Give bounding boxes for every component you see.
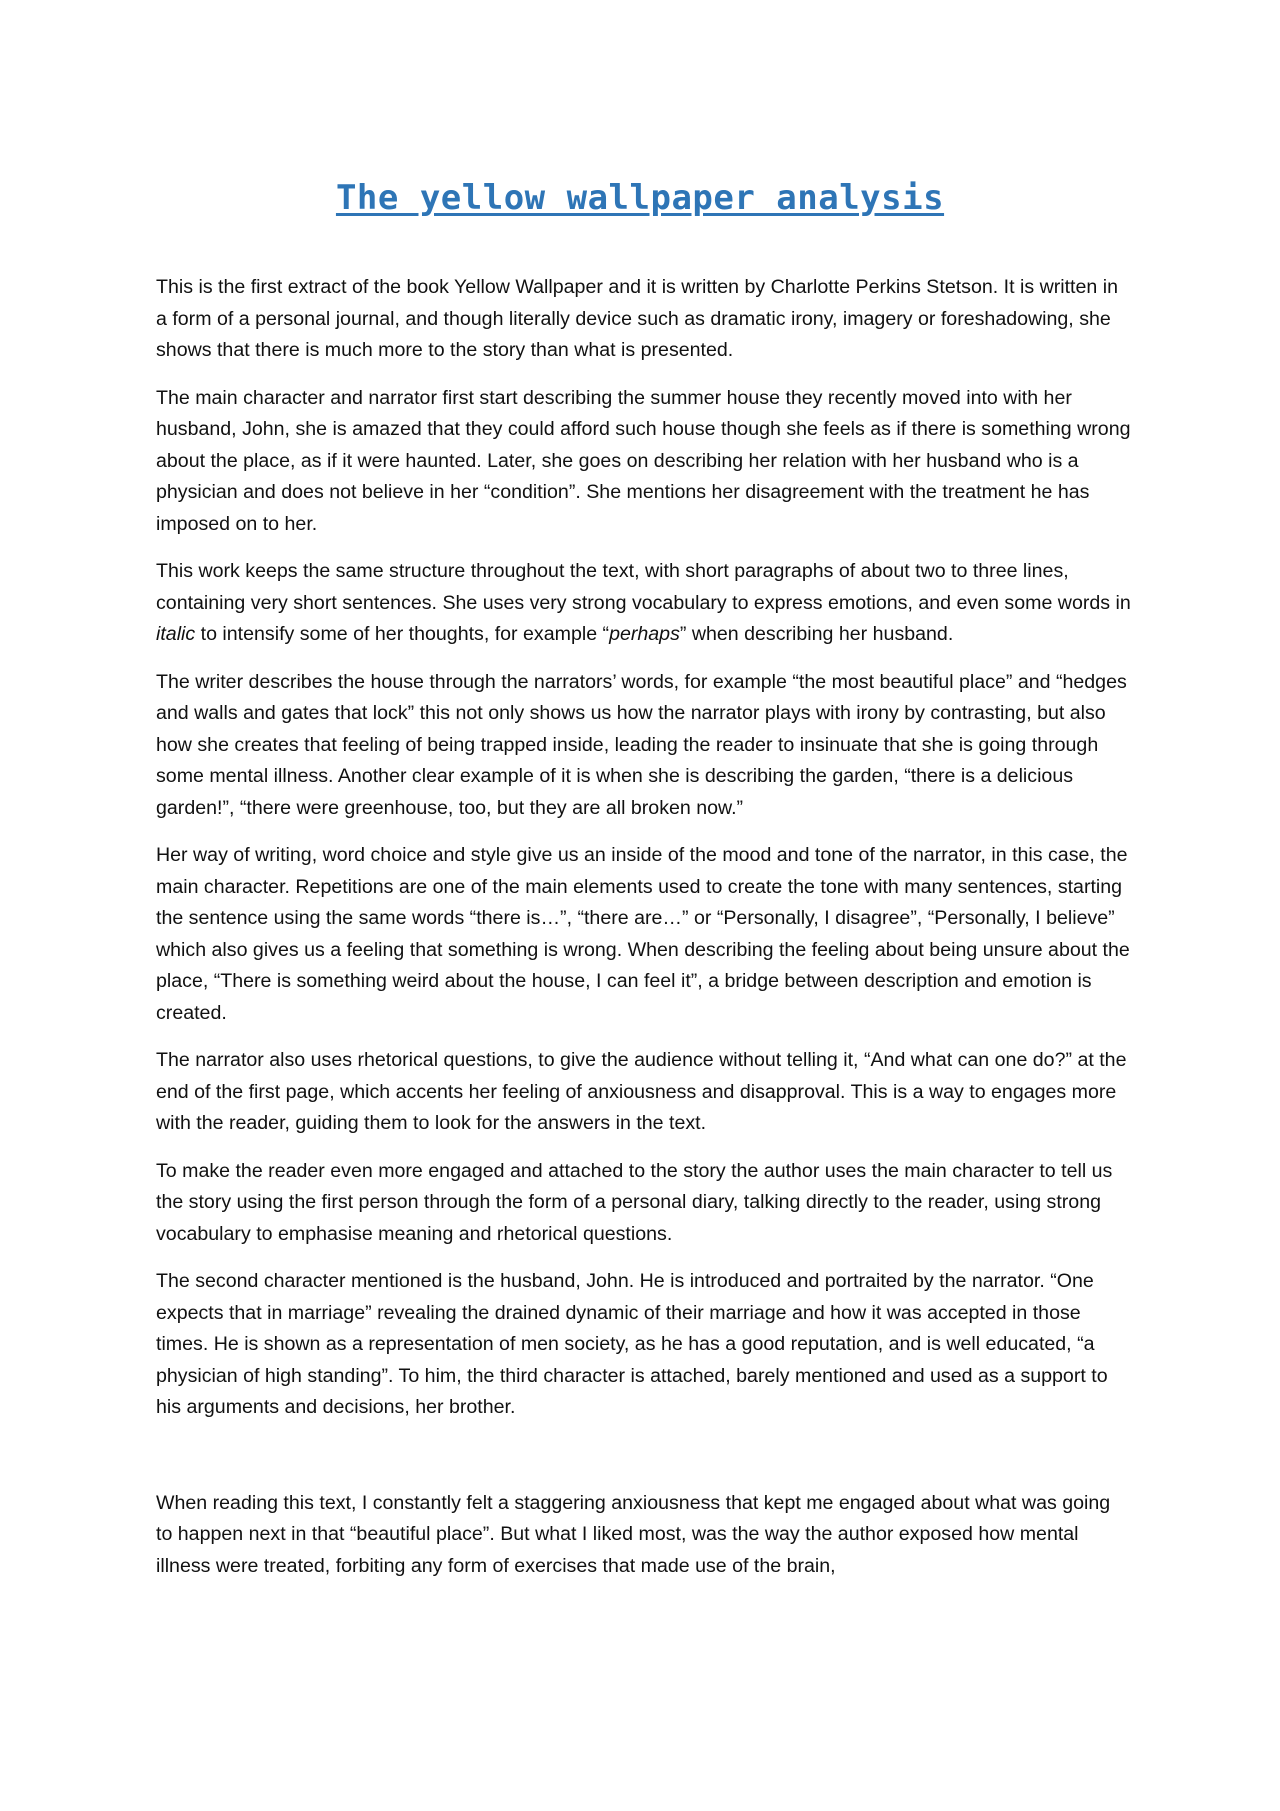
italic-word-perhaps: perhaps: [609, 623, 680, 645]
paragraph-style: Her way of writing, word choice and style give us an inside of the mood and tone of the narrator, in this case, the main character. Repetitions are one of the main elements used to create the tone with many sentences, starting the sentence using the same words “there is…”, “there are…” or “Personally, I disagree”, “Personally, I believe” which also gives us a feeling that something is wrong. When describing the feeling about being unsure about the place, “There is something weird about the house, I can feel it”, a bridge between description and emotion is created.: [156, 844, 1130, 1024]
paragraph-rhetorical: The narrator also uses rhetorical questions, to give the audience without telling it, “And what can one do?” at the end of the first page, which accents her feeling of anxiousness and disapproval. This is a way to engages more with the reader, guiding them to look for the answers in the text.: [156, 1049, 1127, 1134]
document-title: The yellow wallpaper analysis: [335, 178, 945, 218]
paragraph-structure-text-3: ” when describing her husband.: [679, 623, 954, 645]
paragraph-structure-text-2: to intensify some of her thoughts, for example “: [195, 623, 610, 645]
paragraph-intro: This is the first extract of the book Yellow Wallpaper and it is written by Charlotte Perkins Stetson. It is written in a form of a personal journal, and though literally device such as dramatic irony, imagery or foreshadowing, she shows that there is much more to the story than what is presented.: [156, 276, 1118, 361]
paragraph-reflection: When reading this text, I constantly felt a staggering anxiousness that kept me engaged about what was going to happen next in that “beautiful place”. But what I liked most, was the way the author exposed how mental illness were treated, forbiting any form of exercises that made use of the brain,: [156, 1491, 1111, 1577]
document-body: [156, 272, 1131, 1598]
paragraph-structure-text-1: This work keeps the same structure throughout the text, with short paragraphs of about two to three lines, containing very short sentences. She uses very strong vocabulary to express emotions, and even some words in: [156, 560, 1131, 614]
paragraph-narrator: The main character and narrator first start describing the summer house they recently moved into with her husband, John, she is amazed that they could afford such house though she feels as if there is something wrong about the place, as if it were haunted. Later, she goes on describing her relation with her husband who is a physician and does not believe in her “condition”. She mentions her disagreement with the treatment he has imposed on to her.: [156, 386, 1131, 535]
paragraph-husband: The second character mentioned is the husband, John. He is introduced and portraited by the narrator. “One expects that in marriage” revealing the drained dynamic of their marriage and how it was accepted in those times. He is shown as a representation of men society, as he has a good reputation, and is well educated, “a physician of high standing”. To him, the third character is attached, barely mentioned and used as a support to his arguments and decisions, her brother.: [156, 1270, 1108, 1418]
paragraph-house: The writer describes the house through the narrators’ words, for example “the most beautiful place” and “hedges and walls and gates that lock” this not only shows us how the narrator plays with irony by contrasting, but also how she creates that feeling of being trapped inside, leading the reader to insinuate that she is going through some mental illness. Another clear example of it is when she is describing the garden, “there is a delicious garden!”, “there were greenhouse, too, but they are all broken now.”: [156, 670, 1127, 819]
paragraph-structure: [156, 556, 1131, 651]
italic-word-italic: italic: [156, 623, 196, 645]
paragraph-gap: [156, 1440, 1131, 1488]
paragraph-engagement: To make the reader even more engaged and attached to the story the author uses the main character to tell us the story using the first person through the form of a personal diary, talking directly to the reader, using strong vocabulary to emphasise meaning and rhetorical questions.: [156, 1159, 1113, 1245]
